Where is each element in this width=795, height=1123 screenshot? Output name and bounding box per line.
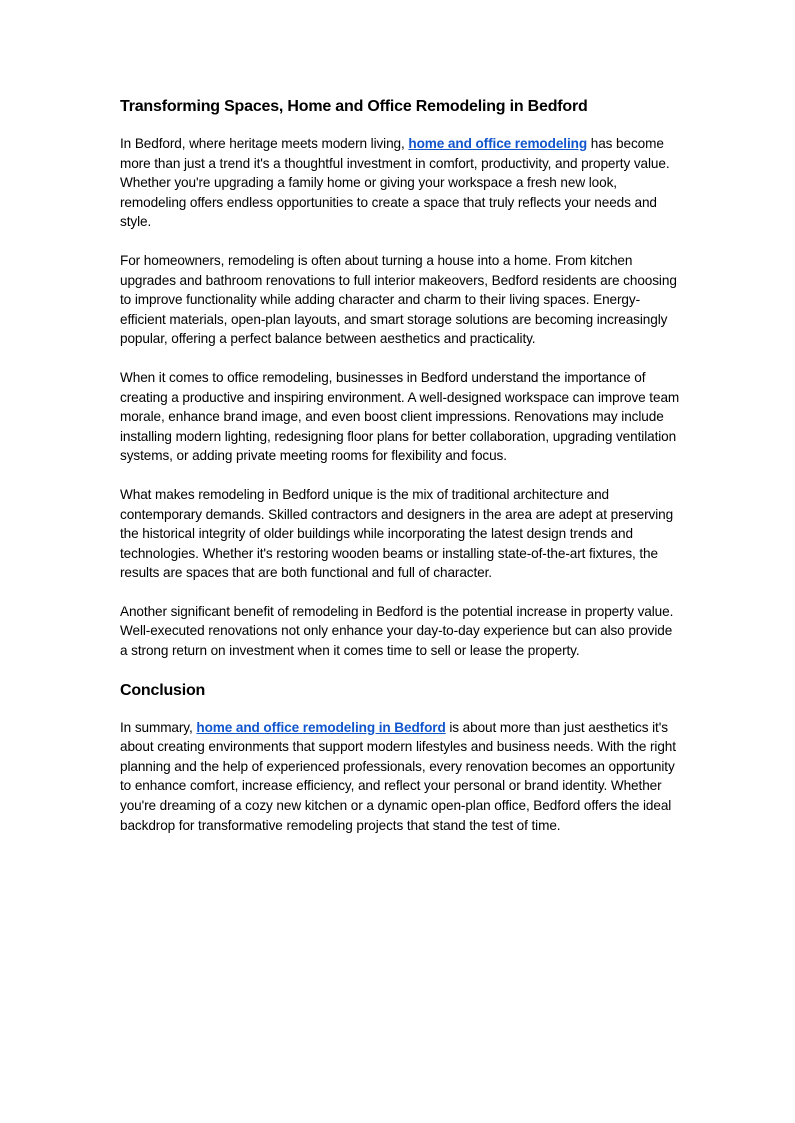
document-page [120,96,680,854]
intro-paragraph [120,134,680,232]
body-paragraph-value: Another significant benefit of remodeling in Bedford is the potential increase in property value. Well-executed renovations not only enhance your day-to-day experience but can also provide a strong return on investment when it comes time to sell or lease the property. [120,603,674,659]
body-paragraph-office: When it comes to office remodeling, businesses in Bedford understand the importance of creating a productive and inspiring environment. A well-designed workspace can improve team morale, enhance brand image, and even boost client impressions. Renovations may include installing modern lighting, redesigning floor plans for better collaboration, upgrading ventilation systems, or adding private meeting rooms for flexibility and focus. [120,369,680,464]
conclusion-text-after: is about more than just aesthetics it's about creating environments that support modern lifestyles and business needs. With the right planning and the help of experienced professionals, every renovation becomes an opportunity to enhance comfort, increase efficiency, and reflect your personal or brand identity. Whether you're dreaming of a cozy new kitchen or a dynamic open-plan office, Bedford offers the ideal backdrop for transformative remodeling projects that stand the test of time. [120,719,676,833]
intro-text-after: has become more than just a trend it's a thoughtful investment in comfort, productivity, and property value. Whether you're upgrading a family home or giving your workspace a fresh new look, remodeling offers endless opportunities to create a space that truly reflects your needs and style. [120,136,670,230]
conclusion-remodeling-link[interactable]: home and office remodeling in Bedford [196,719,446,735]
body-paragraph-homeowners: For homeowners, remodeling is often about turning a house into a home. From kitchen upgrades and bathroom renovations to full interior makeovers, Bedford residents are choosing to improve functionality while adding character and charm to their living spaces. Energy-efficient materials, open-plan layouts, and smart storage solutions are becoming increasingly popular, offering a perfect balance between aesthetics and practicality. [120,252,677,347]
conclusion-paragraph [120,718,680,836]
document-title: Transforming Spaces, Home and Office Remodeling in Bedford [120,98,588,115]
intro-remodeling-link[interactable]: home and office remodeling [408,136,588,151]
conclusion-heading: Conclusion [120,681,206,699]
body-paragraph-unique: What makes remodeling in Bedford unique is the mix of traditional architecture and contemporary demands. Skilled contractors and designers in the area are adept at preserving the historical integrity of older buildings while incorporating the latest design trends and technologies. Whether it's restoring wooden beams or installing state-of-the-art fixtures, the results are spaces that are both functional and full of character. [120,486,674,581]
intro-text-before: In Bedford, where heritage meets modern living, [120,136,409,151]
conclusion-text-before: In summary, [120,719,197,735]
